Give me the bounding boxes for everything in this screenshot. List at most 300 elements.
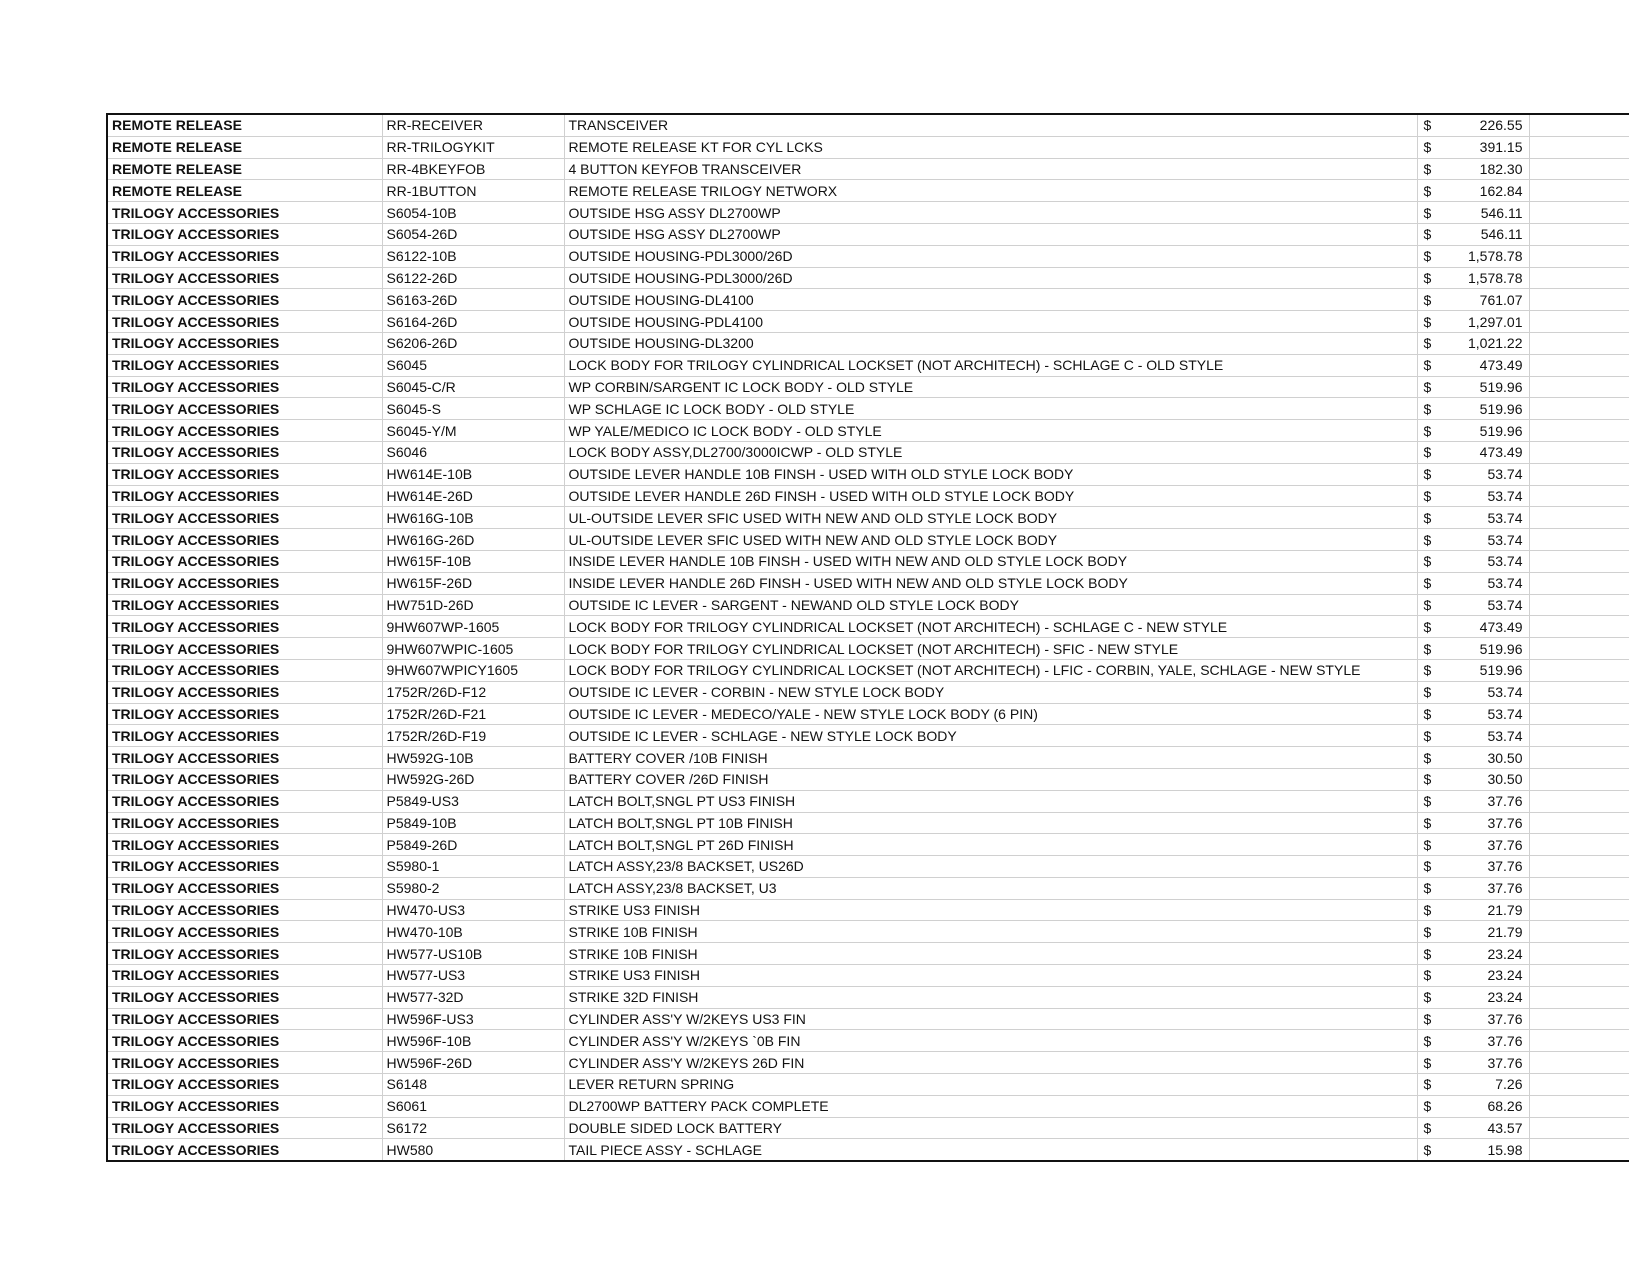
table-row: [107, 485, 1629, 507]
category-cell: TRILOGY ACCESSORIES: [107, 1139, 382, 1161]
category-cell: TRILOGY ACCESSORIES: [107, 899, 382, 921]
category-cell: TRILOGY ACCESSORIES: [107, 638, 382, 660]
table-row: [107, 1030, 1629, 1052]
price-cell: 473.49: [1447, 616, 1529, 638]
price-cell: 1,578.78: [1447, 267, 1529, 289]
currency-cell: $: [1417, 899, 1447, 921]
description-cell: DOUBLE SIDED LOCK BATTERY: [564, 1117, 1417, 1139]
part-number-cell: HW580: [382, 1139, 564, 1161]
description-cell: INSIDE LEVER HANDLE 26D FINSH - USED WITH NEW AND OLD STYLE LOCK BODY: [564, 572, 1417, 594]
description-cell: BATTERY COVER /10B FINISH: [564, 747, 1417, 769]
part-number-cell: P5849-26D: [382, 834, 564, 856]
price-cell: 53.74: [1447, 681, 1529, 703]
empty-cell: [1529, 1117, 1629, 1139]
description-cell: LOCK BODY FOR TRILOGY CYLINDRICAL LOCKSET (NOT ARCHITECH) - SFIC - NEW STYLE: [564, 638, 1417, 660]
category-cell: TRILOGY ACCESSORIES: [107, 965, 382, 987]
empty-cell: [1529, 1074, 1629, 1096]
price-cell: 43.57: [1447, 1117, 1529, 1139]
price-cell: 53.74: [1447, 485, 1529, 507]
empty-cell: [1529, 158, 1629, 180]
currency-cell: $: [1417, 616, 1447, 638]
part-number-cell: S5980-1: [382, 856, 564, 878]
table-row: [107, 1052, 1629, 1074]
price-cell: 182.30: [1447, 158, 1529, 180]
table-row: [107, 550, 1629, 572]
price-cell: 546.11: [1447, 202, 1529, 224]
description-cell: LATCH BOLT,SNGL PT 10B FINISH: [564, 812, 1417, 834]
empty-cell: [1529, 725, 1629, 747]
description-cell: OUTSIDE HOUSING-PDL4100: [564, 311, 1417, 333]
currency-cell: $: [1417, 420, 1447, 442]
table-row: [107, 223, 1629, 245]
empty-cell: [1529, 202, 1629, 224]
currency-cell: $: [1417, 202, 1447, 224]
part-number-cell: RR-TRILOGYKIT: [382, 136, 564, 158]
empty-cell: [1529, 1095, 1629, 1117]
description-cell: OUTSIDE HSG ASSY DL2700WP: [564, 202, 1417, 224]
category-cell: TRILOGY ACCESSORIES: [107, 834, 382, 856]
part-number-cell: P5849-10B: [382, 812, 564, 834]
description-cell: WP YALE/MEDICO IC LOCK BODY - OLD STYLE: [564, 420, 1417, 442]
category-cell: TRILOGY ACCESSORIES: [107, 747, 382, 769]
price-cell: 37.76: [1447, 1052, 1529, 1074]
table-row: [107, 681, 1629, 703]
part-number-cell: HW596F-US3: [382, 1008, 564, 1030]
category-cell: TRILOGY ACCESSORIES: [107, 311, 382, 333]
category-cell: TRILOGY ACCESSORIES: [107, 529, 382, 551]
currency-cell: $: [1417, 223, 1447, 245]
category-cell: TRILOGY ACCESSORIES: [107, 332, 382, 354]
currency-cell: $: [1417, 681, 1447, 703]
category-cell: TRILOGY ACCESSORIES: [107, 485, 382, 507]
category-cell: REMOTE RELEASE: [107, 136, 382, 158]
currency-cell: $: [1417, 398, 1447, 420]
table-row: [107, 986, 1629, 1008]
table-row: [107, 1139, 1629, 1161]
price-cell: 53.74: [1447, 507, 1529, 529]
price-cell: 15.98: [1447, 1139, 1529, 1161]
description-cell: INSIDE LEVER HANDLE 10B FINSH - USED WITH NEW AND OLD STYLE LOCK BODY: [564, 550, 1417, 572]
description-cell: LOCK BODY FOR TRILOGY CYLINDRICAL LOCKSET (NOT ARCHITECH) - SCHLAGE C - OLD STYLE: [564, 354, 1417, 376]
currency-cell: $: [1417, 267, 1447, 289]
table-row: [107, 136, 1629, 158]
empty-cell: [1529, 790, 1629, 812]
category-cell: TRILOGY ACCESSORIES: [107, 550, 382, 572]
price-cell: 761.07: [1447, 289, 1529, 311]
category-cell: TRILOGY ACCESSORIES: [107, 420, 382, 442]
description-cell: TRANSCEIVER: [564, 114, 1417, 136]
empty-cell: [1529, 420, 1629, 442]
part-number-cell: S6148: [382, 1074, 564, 1096]
description-cell: CYLINDER ASS'Y W/2KEYS `0B FIN: [564, 1030, 1417, 1052]
currency-cell: $: [1417, 659, 1447, 681]
table-row: [107, 616, 1629, 638]
price-cell: 68.26: [1447, 1095, 1529, 1117]
category-cell: TRILOGY ACCESSORIES: [107, 877, 382, 899]
table-row: [107, 1008, 1629, 1030]
price-cell: 7.26: [1447, 1074, 1529, 1096]
price-cell: 519.96: [1447, 638, 1529, 660]
currency-cell: $: [1417, 768, 1447, 790]
currency-cell: $: [1417, 1030, 1447, 1052]
category-cell: TRILOGY ACCESSORIES: [107, 1030, 382, 1052]
currency-cell: $: [1417, 747, 1447, 769]
currency-cell: $: [1417, 485, 1447, 507]
category-cell: TRILOGY ACCESSORIES: [107, 659, 382, 681]
table-row: [107, 376, 1629, 398]
description-cell: CYLINDER ASS'Y W/2KEYS US3 FIN: [564, 1008, 1417, 1030]
table-row: [107, 158, 1629, 180]
currency-cell: $: [1417, 986, 1447, 1008]
empty-cell: [1529, 943, 1629, 965]
price-cell: 37.76: [1447, 1008, 1529, 1030]
part-number-cell: HW592G-10B: [382, 747, 564, 769]
currency-cell: $: [1417, 703, 1447, 725]
price-list-body: [107, 114, 1629, 1161]
empty-cell: [1529, 245, 1629, 267]
price-cell: 546.11: [1447, 223, 1529, 245]
part-number-cell: 1752R/26D-F12: [382, 681, 564, 703]
price-cell: 37.76: [1447, 834, 1529, 856]
currency-cell: $: [1417, 550, 1447, 572]
category-cell: TRILOGY ACCESSORIES: [107, 725, 382, 747]
part-number-cell: S6054-10B: [382, 202, 564, 224]
category-cell: TRILOGY ACCESSORIES: [107, 441, 382, 463]
description-cell: OUTSIDE HSG ASSY DL2700WP: [564, 223, 1417, 245]
part-number-cell: 9HW607WPICY1605: [382, 659, 564, 681]
empty-cell: [1529, 267, 1629, 289]
price-cell: 37.76: [1447, 877, 1529, 899]
empty-cell: [1529, 1030, 1629, 1052]
part-number-cell: HW751D-26D: [382, 594, 564, 616]
price-cell: 391.15: [1447, 136, 1529, 158]
part-number-cell: RR-1BUTTON: [382, 180, 564, 202]
table-row: [107, 289, 1629, 311]
description-cell: REMOTE RELEASE KT FOR CYL LCKS: [564, 136, 1417, 158]
category-cell: TRILOGY ACCESSORIES: [107, 1074, 382, 1096]
table-row: [107, 790, 1629, 812]
part-number-cell: S6054-26D: [382, 223, 564, 245]
category-cell: TRILOGY ACCESSORIES: [107, 463, 382, 485]
description-cell: LOCK BODY ASSY,DL2700/3000ICWP - OLD STYLE: [564, 441, 1417, 463]
table-row: [107, 921, 1629, 943]
table-row: [107, 354, 1629, 376]
category-cell: TRILOGY ACCESSORIES: [107, 1117, 382, 1139]
currency-cell: $: [1417, 1074, 1447, 1096]
table-row: [107, 877, 1629, 899]
table-row: [107, 943, 1629, 965]
part-number-cell: HW616G-10B: [382, 507, 564, 529]
description-cell: STRIKE US3 FINISH: [564, 899, 1417, 921]
description-cell: STRIKE 10B FINISH: [564, 921, 1417, 943]
part-number-cell: HW592G-26D: [382, 768, 564, 790]
table-row: [107, 1095, 1629, 1117]
price-cell: 21.79: [1447, 921, 1529, 943]
currency-cell: $: [1417, 572, 1447, 594]
table-row: [107, 572, 1629, 594]
empty-cell: [1529, 485, 1629, 507]
currency-cell: $: [1417, 136, 1447, 158]
part-number-cell: S6122-10B: [382, 245, 564, 267]
part-number-cell: S6061: [382, 1095, 564, 1117]
table-row: [107, 1074, 1629, 1096]
price-cell: 37.76: [1447, 1030, 1529, 1052]
part-number-cell: S6122-26D: [382, 267, 564, 289]
price-cell: 21.79: [1447, 899, 1529, 921]
price-cell: 37.76: [1447, 790, 1529, 812]
table-row: [107, 245, 1629, 267]
category-cell: TRILOGY ACCESSORIES: [107, 856, 382, 878]
price-cell: 226.55: [1447, 114, 1529, 136]
empty-cell: [1529, 572, 1629, 594]
category-cell: TRILOGY ACCESSORIES: [107, 768, 382, 790]
table-row: [107, 747, 1629, 769]
table-row: [107, 812, 1629, 834]
empty-cell: [1529, 681, 1629, 703]
empty-cell: [1529, 463, 1629, 485]
part-number-cell: HW614E-10B: [382, 463, 564, 485]
category-cell: TRILOGY ACCESSORIES: [107, 812, 382, 834]
table-row: [107, 441, 1629, 463]
table-row: [107, 703, 1629, 725]
part-number-cell: HW577-32D: [382, 986, 564, 1008]
category-cell: TRILOGY ACCESSORIES: [107, 398, 382, 420]
part-number-cell: HW596F-10B: [382, 1030, 564, 1052]
table-row: [107, 180, 1629, 202]
empty-cell: [1529, 1052, 1629, 1074]
description-cell: LEVER RETURN SPRING: [564, 1074, 1417, 1096]
part-number-cell: HW616G-26D: [382, 529, 564, 551]
empty-cell: [1529, 834, 1629, 856]
description-cell: REMOTE RELEASE TRILOGY NETWORX: [564, 180, 1417, 202]
empty-cell: [1529, 616, 1629, 638]
category-cell: TRILOGY ACCESSORIES: [107, 267, 382, 289]
price-cell: 53.74: [1447, 725, 1529, 747]
part-number-cell: S6045: [382, 354, 564, 376]
currency-cell: $: [1417, 1008, 1447, 1030]
description-cell: OUTSIDE IC LEVER - SCHLAGE - NEW STYLE LOCK BODY: [564, 725, 1417, 747]
part-number-cell: S6206-26D: [382, 332, 564, 354]
description-cell: OUTSIDE IC LEVER - SARGENT - NEWAND OLD STYLE LOCK BODY: [564, 594, 1417, 616]
price-cell: 30.50: [1447, 747, 1529, 769]
empty-cell: [1529, 114, 1629, 136]
description-cell: UL-OUTSIDE LEVER SFIC USED WITH NEW AND OLD STYLE LOCK BODY: [564, 529, 1417, 551]
part-number-cell: S5980-2: [382, 877, 564, 899]
category-cell: TRILOGY ACCESSORIES: [107, 245, 382, 267]
currency-cell: $: [1417, 114, 1447, 136]
empty-cell: [1529, 703, 1629, 725]
part-number-cell: 1752R/26D-F19: [382, 725, 564, 747]
currency-cell: $: [1417, 877, 1447, 899]
description-cell: OUTSIDE LEVER HANDLE 10B FINSH - USED WITH OLD STYLE LOCK BODY: [564, 463, 1417, 485]
currency-cell: $: [1417, 289, 1447, 311]
description-cell: OUTSIDE IC LEVER - CORBIN - NEW STYLE LOCK BODY: [564, 681, 1417, 703]
category-cell: TRILOGY ACCESSORIES: [107, 376, 382, 398]
empty-cell: [1529, 747, 1629, 769]
description-cell: OUTSIDE HOUSING-DL4100: [564, 289, 1417, 311]
part-number-cell: 9HW607WPIC-1605: [382, 638, 564, 660]
currency-cell: $: [1417, 463, 1447, 485]
currency-cell: $: [1417, 332, 1447, 354]
price-cell: 1,021.22: [1447, 332, 1529, 354]
currency-cell: $: [1417, 1117, 1447, 1139]
table-row: [107, 768, 1629, 790]
category-cell: REMOTE RELEASE: [107, 114, 382, 136]
description-cell: WP CORBIN/SARGENT IC LOCK BODY - OLD STYLE: [564, 376, 1417, 398]
table-row: [107, 529, 1629, 551]
table-row: [107, 267, 1629, 289]
price-cell: 519.96: [1447, 398, 1529, 420]
empty-cell: [1529, 921, 1629, 943]
description-cell: OUTSIDE HOUSING-DL3200: [564, 332, 1417, 354]
category-cell: TRILOGY ACCESSORIES: [107, 943, 382, 965]
currency-cell: $: [1417, 943, 1447, 965]
description-cell: TAIL PIECE ASSY - SCHLAGE: [564, 1139, 1417, 1161]
empty-cell: [1529, 354, 1629, 376]
table-row: [107, 202, 1629, 224]
category-cell: REMOTE RELEASE: [107, 158, 382, 180]
currency-cell: $: [1417, 441, 1447, 463]
part-number-cell: HW470-10B: [382, 921, 564, 943]
empty-cell: [1529, 289, 1629, 311]
table-row: [107, 398, 1629, 420]
empty-cell: [1529, 311, 1629, 333]
part-number-cell: HW577-US10B: [382, 943, 564, 965]
part-number-cell: S6163-26D: [382, 289, 564, 311]
empty-cell: [1529, 856, 1629, 878]
empty-cell: [1529, 594, 1629, 616]
empty-cell: [1529, 1008, 1629, 1030]
price-cell: 53.74: [1447, 529, 1529, 551]
part-number-cell: HW615F-26D: [382, 572, 564, 594]
part-number-cell: HW470-US3: [382, 899, 564, 921]
part-number-cell: RR-4BKEYFOB: [382, 158, 564, 180]
empty-cell: [1529, 812, 1629, 834]
category-cell: TRILOGY ACCESSORIES: [107, 986, 382, 1008]
part-number-cell: S6172: [382, 1117, 564, 1139]
currency-cell: $: [1417, 921, 1447, 943]
empty-cell: [1529, 986, 1629, 1008]
price-cell: 37.76: [1447, 856, 1529, 878]
currency-cell: $: [1417, 245, 1447, 267]
description-cell: CYLINDER ASS'Y W/2KEYS 26D FIN: [564, 1052, 1417, 1074]
price-cell: 519.96: [1447, 420, 1529, 442]
currency-cell: $: [1417, 638, 1447, 660]
description-cell: LATCH ASSY,23/8 BACKSET, U3: [564, 877, 1417, 899]
price-cell: 53.74: [1447, 572, 1529, 594]
price-cell: 519.96: [1447, 659, 1529, 681]
price-cell: 519.96: [1447, 376, 1529, 398]
empty-cell: [1529, 659, 1629, 681]
table-row: [107, 507, 1629, 529]
part-number-cell: S6045-C/R: [382, 376, 564, 398]
part-number-cell: S6045-S: [382, 398, 564, 420]
price-cell: 23.24: [1447, 986, 1529, 1008]
category-cell: TRILOGY ACCESSORIES: [107, 1095, 382, 1117]
empty-cell: [1529, 136, 1629, 158]
currency-cell: $: [1417, 354, 1447, 376]
empty-cell: [1529, 180, 1629, 202]
table-row: [107, 594, 1629, 616]
table-row: [107, 311, 1629, 333]
description-cell: LOCK BODY FOR TRILOGY CYLINDRICAL LOCKSET (NOT ARCHITECH) - LFIC - CORBIN, YALE, SCHLAGE - NEW STYLE: [564, 659, 1417, 681]
description-cell: LATCH BOLT,SNGL PT US3 FINISH: [564, 790, 1417, 812]
currency-cell: $: [1417, 376, 1447, 398]
category-cell: TRILOGY ACCESSORIES: [107, 507, 382, 529]
currency-cell: $: [1417, 529, 1447, 551]
price-cell: 473.49: [1447, 441, 1529, 463]
description-cell: LATCH BOLT,SNGL PT 26D FINISH: [564, 834, 1417, 856]
empty-cell: [1529, 223, 1629, 245]
category-cell: TRILOGY ACCESSORIES: [107, 289, 382, 311]
category-cell: TRILOGY ACCESSORIES: [107, 202, 382, 224]
description-cell: 4 BUTTON KEYFOB TRANSCEIVER: [564, 158, 1417, 180]
category-cell: TRILOGY ACCESSORIES: [107, 703, 382, 725]
category-cell: TRILOGY ACCESSORIES: [107, 354, 382, 376]
description-cell: STRIKE 32D FINISH: [564, 986, 1417, 1008]
empty-cell: [1529, 638, 1629, 660]
empty-cell: [1529, 376, 1629, 398]
price-cell: 23.24: [1447, 965, 1529, 987]
description-cell: OUTSIDE HOUSING-PDL3000/26D: [564, 245, 1417, 267]
empty-cell: [1529, 441, 1629, 463]
table-row: [107, 420, 1629, 442]
currency-cell: $: [1417, 594, 1447, 616]
currency-cell: $: [1417, 834, 1447, 856]
category-cell: TRILOGY ACCESSORIES: [107, 790, 382, 812]
table-row: [107, 332, 1629, 354]
part-number-cell: HW596F-26D: [382, 1052, 564, 1074]
currency-cell: $: [1417, 856, 1447, 878]
category-cell: TRILOGY ACCESSORIES: [107, 616, 382, 638]
category-cell: TRILOGY ACCESSORIES: [107, 681, 382, 703]
table-row: [107, 899, 1629, 921]
currency-cell: $: [1417, 1139, 1447, 1161]
part-number-cell: 9HW607WP-1605: [382, 616, 564, 638]
currency-cell: $: [1417, 507, 1447, 529]
empty-cell: [1529, 877, 1629, 899]
part-number-cell: RR-RECEIVER: [382, 114, 564, 136]
empty-cell: [1529, 899, 1629, 921]
description-cell: LATCH ASSY,23/8 BACKSET, US26D: [564, 856, 1417, 878]
empty-cell: [1529, 398, 1629, 420]
description-cell: STRIKE US3 FINISH: [564, 965, 1417, 987]
category-cell: REMOTE RELEASE: [107, 180, 382, 202]
description-cell: OUTSIDE IC LEVER - MEDECO/YALE - NEW STYLE LOCK BODY (6 PIN): [564, 703, 1417, 725]
table-row: [107, 659, 1629, 681]
part-number-cell: 1752R/26D-F21: [382, 703, 564, 725]
table-row: [107, 1117, 1629, 1139]
currency-cell: $: [1417, 311, 1447, 333]
empty-cell: [1529, 529, 1629, 551]
price-cell: 30.50: [1447, 768, 1529, 790]
category-cell: TRILOGY ACCESSORIES: [107, 1008, 382, 1030]
table-row: [107, 638, 1629, 660]
table-row: [107, 725, 1629, 747]
description-cell: LOCK BODY FOR TRILOGY CYLINDRICAL LOCKSET (NOT ARCHITECH) - SCHLAGE C - NEW STYLE: [564, 616, 1417, 638]
price-cell: 53.74: [1447, 463, 1529, 485]
part-number-cell: S6046: [382, 441, 564, 463]
part-number-cell: HW614E-26D: [382, 485, 564, 507]
table-row: [107, 463, 1629, 485]
currency-cell: $: [1417, 158, 1447, 180]
price-cell: 53.74: [1447, 703, 1529, 725]
description-cell: BATTERY COVER /26D FINISH: [564, 768, 1417, 790]
category-cell: TRILOGY ACCESSORIES: [107, 1052, 382, 1074]
category-cell: TRILOGY ACCESSORIES: [107, 594, 382, 616]
price-cell: 1,297.01: [1447, 311, 1529, 333]
price-cell: 1,578.78: [1447, 245, 1529, 267]
